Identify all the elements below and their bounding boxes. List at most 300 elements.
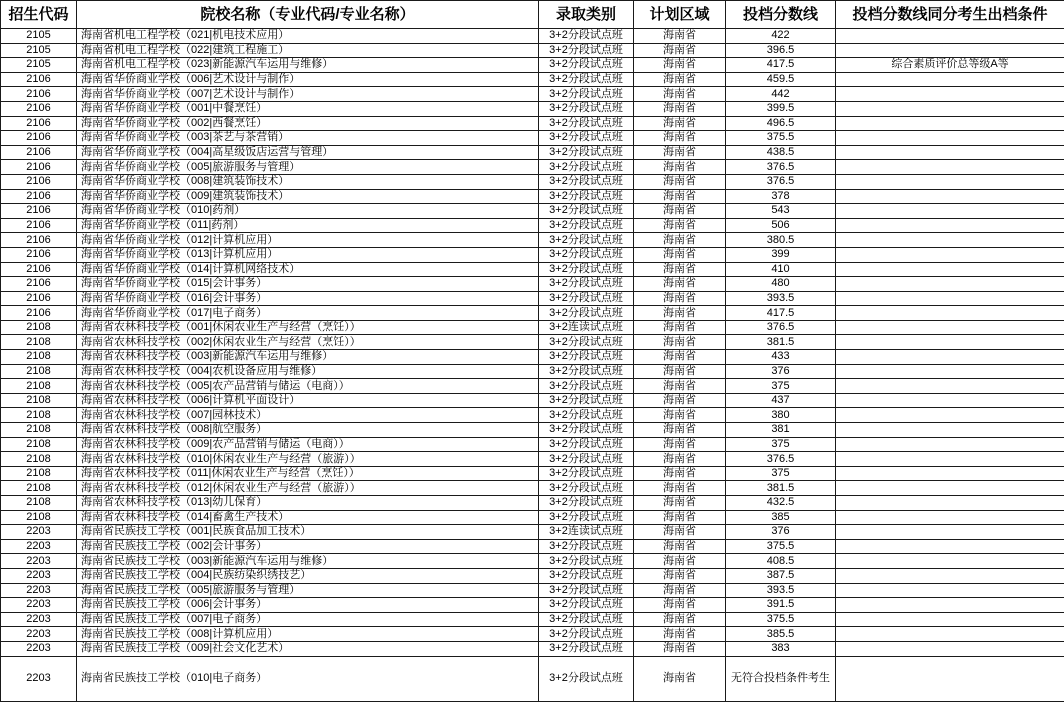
cell-score-line: 无符合投档条件考生 bbox=[726, 656, 836, 701]
cell-plan-region: 海南省 bbox=[634, 496, 726, 511]
table-row bbox=[1, 131, 1064, 146]
cell-admission-code: 2108 bbox=[1, 466, 77, 481]
cell-tie-break-condition bbox=[836, 87, 1064, 102]
cell-admission-type: 3+2分段试点班 bbox=[539, 29, 634, 44]
table-row bbox=[1, 598, 1064, 613]
cell-plan-region: 海南省 bbox=[634, 101, 726, 116]
cell-plan-region: 海南省 bbox=[634, 525, 726, 540]
cell-tie-break-condition bbox=[836, 218, 1064, 233]
cell-score-line: 396.5 bbox=[726, 43, 836, 58]
cell-admission-type: 3+2分段试点班 bbox=[539, 423, 634, 438]
header-score-line: 投档分数线 bbox=[726, 1, 836, 29]
cell-school-name: 海南省华侨商业学校（013|计算机应用） bbox=[77, 247, 539, 262]
cell-score-line: 381 bbox=[726, 423, 836, 438]
cell-admission-type: 3+2分段试点班 bbox=[539, 510, 634, 525]
table-row bbox=[1, 612, 1064, 627]
table-row bbox=[1, 29, 1064, 44]
cell-school-name: 海南省华侨商业学校（002|西餐烹饪） bbox=[77, 116, 539, 131]
table-row bbox=[1, 291, 1064, 306]
cell-admission-code: 2108 bbox=[1, 452, 77, 467]
cell-school-name: 海南省农林科技学校（006|计算机平面设计） bbox=[77, 393, 539, 408]
cell-admission-code: 2108 bbox=[1, 481, 77, 496]
table-row bbox=[1, 510, 1064, 525]
cell-admission-code: 2108 bbox=[1, 393, 77, 408]
cell-score-line: 393.5 bbox=[726, 583, 836, 598]
cell-tie-break-condition bbox=[836, 116, 1064, 131]
cell-school-name: 海南省农林科技学校（013|幼儿保育） bbox=[77, 496, 539, 511]
table-row bbox=[1, 583, 1064, 598]
cell-plan-region: 海南省 bbox=[634, 393, 726, 408]
cell-admission-code: 2203 bbox=[1, 627, 77, 642]
cell-tie-break-condition bbox=[836, 72, 1064, 87]
score-table-body bbox=[1, 29, 1064, 702]
cell-admission-type: 3+2分段试点班 bbox=[539, 277, 634, 292]
table-row bbox=[1, 437, 1064, 452]
cell-admission-code: 2106 bbox=[1, 218, 77, 233]
table-row bbox=[1, 262, 1064, 277]
cell-score-line: 376.5 bbox=[726, 174, 836, 189]
cell-score-line: 380.5 bbox=[726, 233, 836, 248]
cell-tie-break-condition bbox=[836, 379, 1064, 394]
header-row bbox=[1, 1, 1064, 29]
cell-school-name: 海南省农林科技学校（004|农机设备应用与维修） bbox=[77, 364, 539, 379]
cell-school-name: 海南省华侨商业学校（012|计算机应用） bbox=[77, 233, 539, 248]
table-row bbox=[1, 379, 1064, 394]
cell-admission-type: 3+2分段试点班 bbox=[539, 174, 634, 189]
table-row bbox=[1, 247, 1064, 262]
table-row bbox=[1, 525, 1064, 540]
cell-score-line: 375.5 bbox=[726, 131, 836, 146]
cell-tie-break-condition bbox=[836, 262, 1064, 277]
cell-plan-region: 海南省 bbox=[634, 87, 726, 102]
table-row bbox=[1, 364, 1064, 379]
cell-plan-region: 海南省 bbox=[634, 452, 726, 467]
cell-admission-type: 3+2分段试点班 bbox=[539, 598, 634, 613]
cell-school-name: 海南省民族技工学校（005|旅游服务与管理） bbox=[77, 583, 539, 598]
cell-tie-break-condition bbox=[836, 568, 1064, 583]
cell-school-name: 海南省农林科技学校（005|农产品营销与储运（电商）） bbox=[77, 379, 539, 394]
cell-plan-region: 海南省 bbox=[634, 58, 726, 73]
cell-tie-break-condition bbox=[836, 145, 1064, 160]
table-row bbox=[1, 87, 1064, 102]
cell-tie-break-condition bbox=[836, 320, 1064, 335]
cell-score-line: 496.5 bbox=[726, 116, 836, 131]
cell-admission-type: 3+2分段试点班 bbox=[539, 452, 634, 467]
cell-admission-code: 2106 bbox=[1, 233, 77, 248]
cell-plan-region: 海南省 bbox=[634, 29, 726, 44]
cell-admission-type: 3+2连读试点班 bbox=[539, 320, 634, 335]
cell-tie-break-condition bbox=[836, 641, 1064, 656]
cell-tie-break-condition bbox=[836, 539, 1064, 554]
cell-plan-region: 海南省 bbox=[634, 218, 726, 233]
cell-admission-type: 3+2分段试点班 bbox=[539, 481, 634, 496]
cell-tie-break-condition bbox=[836, 29, 1064, 44]
cell-score-line: 376.5 bbox=[726, 160, 836, 175]
cell-school-name: 海南省农林科技学校（007|园林技术） bbox=[77, 408, 539, 423]
table-row bbox=[1, 218, 1064, 233]
cell-school-name: 海南省民族技工学校（007|电子商务） bbox=[77, 612, 539, 627]
cell-tie-break-condition bbox=[836, 598, 1064, 613]
cell-admission-code: 2106 bbox=[1, 87, 77, 102]
cell-admission-code: 2106 bbox=[1, 189, 77, 204]
cell-score-line: 543 bbox=[726, 204, 836, 219]
cell-admission-code: 2108 bbox=[1, 364, 77, 379]
cell-admission-code: 2106 bbox=[1, 174, 77, 189]
cell-admission-code: 2106 bbox=[1, 291, 77, 306]
cell-tie-break-condition bbox=[836, 554, 1064, 569]
cell-tie-break-condition bbox=[836, 350, 1064, 365]
cell-admission-type: 3+2分段试点班 bbox=[539, 116, 634, 131]
table-row bbox=[1, 58, 1064, 73]
cell-tie-break-condition bbox=[836, 131, 1064, 146]
table-row bbox=[1, 174, 1064, 189]
cell-score-line: 375 bbox=[726, 437, 836, 452]
cell-tie-break-condition bbox=[836, 306, 1064, 321]
cell-admission-type: 3+2分段试点班 bbox=[539, 58, 634, 73]
cell-plan-region: 海南省 bbox=[634, 335, 726, 350]
cell-admission-code: 2108 bbox=[1, 423, 77, 438]
cell-school-name: 海南省华侨商业学校（009|建筑装饰技术） bbox=[77, 189, 539, 204]
cell-admission-type: 3+2分段试点班 bbox=[539, 408, 634, 423]
cell-admission-type: 3+2分段试点班 bbox=[539, 306, 634, 321]
score-table-header bbox=[1, 1, 1064, 29]
table-row bbox=[1, 233, 1064, 248]
table-row bbox=[1, 350, 1064, 365]
cell-school-name: 海南省机电工程学校（023|新能源汽车运用与维修） bbox=[77, 58, 539, 73]
cell-school-name: 海南省民族技工学校（006|会计事务） bbox=[77, 598, 539, 613]
cell-tie-break-condition bbox=[836, 174, 1064, 189]
cell-tie-break-condition: 综合素质评价总等级A等 bbox=[836, 58, 1064, 73]
cell-score-line: 375.5 bbox=[726, 539, 836, 554]
cell-admission-code: 2105 bbox=[1, 58, 77, 73]
cell-admission-code: 2108 bbox=[1, 379, 77, 394]
cell-admission-code: 2105 bbox=[1, 29, 77, 44]
cell-school-name: 海南省农林科技学校（008|航空服务） bbox=[77, 423, 539, 438]
cell-score-line: 408.5 bbox=[726, 554, 836, 569]
cell-admission-type: 3+2分段试点班 bbox=[539, 218, 634, 233]
header-plan-region: 计划区域 bbox=[634, 1, 726, 29]
cell-admission-type: 3+2分段试点班 bbox=[539, 131, 634, 146]
cell-tie-break-condition bbox=[836, 335, 1064, 350]
cell-admission-code: 2203 bbox=[1, 598, 77, 613]
cell-school-name: 海南省华侨商业学校（004|高星级饭店运营与管理） bbox=[77, 145, 539, 160]
cell-school-name: 海南省华侨商业学校（011|药剂） bbox=[77, 218, 539, 233]
table-row bbox=[1, 408, 1064, 423]
cell-admission-type: 3+2分段试点班 bbox=[539, 466, 634, 481]
cell-school-name: 海南省农林科技学校（010|休闲农业生产与经营（旅游）） bbox=[77, 452, 539, 467]
cell-score-line: 399.5 bbox=[726, 101, 836, 116]
cell-admission-code: 2203 bbox=[1, 568, 77, 583]
cell-tie-break-condition bbox=[836, 656, 1064, 701]
cell-admission-code: 2105 bbox=[1, 43, 77, 58]
cell-admission-type: 3+2分段试点班 bbox=[539, 554, 634, 569]
cell-admission-type: 3+2分段试点班 bbox=[539, 641, 634, 656]
cell-score-line: 480 bbox=[726, 277, 836, 292]
cell-tie-break-condition bbox=[836, 496, 1064, 511]
cell-school-name: 海南省机电工程学校（021|机电技术应用） bbox=[77, 29, 539, 44]
cell-score-line: 391.5 bbox=[726, 598, 836, 613]
header-admission-type: 录取类别 bbox=[539, 1, 634, 29]
cell-admission-type: 3+2分段试点班 bbox=[539, 204, 634, 219]
cell-admission-type: 3+2连读试点班 bbox=[539, 525, 634, 540]
cell-school-name: 海南省华侨商业学校（008|建筑装饰技术） bbox=[77, 174, 539, 189]
cell-tie-break-condition bbox=[836, 525, 1064, 540]
cell-plan-region: 海南省 bbox=[634, 510, 726, 525]
cell-plan-region: 海南省 bbox=[634, 174, 726, 189]
table-row bbox=[1, 554, 1064, 569]
cell-admission-code: 2108 bbox=[1, 510, 77, 525]
cell-score-line: 433 bbox=[726, 350, 836, 365]
cell-tie-break-condition bbox=[836, 233, 1064, 248]
cell-tie-break-condition bbox=[836, 204, 1064, 219]
cell-plan-region: 海南省 bbox=[634, 262, 726, 277]
cell-admission-code: 2106 bbox=[1, 277, 77, 292]
cell-admission-type: 3+2分段试点班 bbox=[539, 189, 634, 204]
cell-admission-type: 3+2分段试点班 bbox=[539, 233, 634, 248]
cell-admission-type: 3+2分段试点班 bbox=[539, 393, 634, 408]
cell-admission-type: 3+2分段试点班 bbox=[539, 72, 634, 87]
cell-tie-break-condition bbox=[836, 437, 1064, 452]
cell-school-name: 海南省华侨商业学校（015|会计事务） bbox=[77, 277, 539, 292]
cell-score-line: 432.5 bbox=[726, 496, 836, 511]
cell-admission-type: 3+2分段试点班 bbox=[539, 247, 634, 262]
cell-admission-code: 2106 bbox=[1, 131, 77, 146]
table-row bbox=[1, 189, 1064, 204]
cell-admission-code: 2108 bbox=[1, 496, 77, 511]
cell-admission-type: 3+2分段试点班 bbox=[539, 583, 634, 598]
table-row bbox=[1, 116, 1064, 131]
table-row bbox=[1, 627, 1064, 642]
cell-plan-region: 海南省 bbox=[634, 379, 726, 394]
cell-admission-type: 3+2分段试点班 bbox=[539, 262, 634, 277]
cell-tie-break-condition bbox=[836, 291, 1064, 306]
cell-admission-code: 2106 bbox=[1, 101, 77, 116]
cell-plan-region: 海南省 bbox=[634, 320, 726, 335]
cell-plan-region: 海南省 bbox=[634, 539, 726, 554]
cell-admission-type: 3+2分段试点班 bbox=[539, 612, 634, 627]
cell-admission-type: 3+2分段试点班 bbox=[539, 350, 634, 365]
cell-school-name: 海南省华侨商业学校（007|艺术设计与制作） bbox=[77, 87, 539, 102]
cell-score-line: 393.5 bbox=[726, 291, 836, 306]
cell-school-name: 海南省农林科技学校（002|休闲农业生产与经营（烹饪）） bbox=[77, 335, 539, 350]
cell-score-line: 378 bbox=[726, 189, 836, 204]
cell-admission-code: 2108 bbox=[1, 408, 77, 423]
cell-school-name: 海南省机电工程学校（022|建筑工程施工） bbox=[77, 43, 539, 58]
header-admission-code: 招生代码 bbox=[1, 1, 77, 29]
cell-admission-code: 2106 bbox=[1, 145, 77, 160]
cell-school-name: 海南省华侨商业学校（005|旅游服务与管理） bbox=[77, 160, 539, 175]
table-row bbox=[1, 393, 1064, 408]
table-row bbox=[1, 204, 1064, 219]
cell-plan-region: 海南省 bbox=[634, 612, 726, 627]
cell-plan-region: 海南省 bbox=[634, 656, 726, 701]
table-row bbox=[1, 656, 1064, 701]
cell-score-line: 410 bbox=[726, 262, 836, 277]
cell-plan-region: 海南省 bbox=[634, 204, 726, 219]
cell-school-name: 海南省华侨商业学校（001|中餐烹饪） bbox=[77, 101, 539, 116]
cell-admission-type: 3+2分段试点班 bbox=[539, 335, 634, 350]
cell-admission-code: 2203 bbox=[1, 641, 77, 656]
cell-plan-region: 海南省 bbox=[634, 598, 726, 613]
cell-plan-region: 海南省 bbox=[634, 408, 726, 423]
cell-tie-break-condition bbox=[836, 452, 1064, 467]
cell-plan-region: 海南省 bbox=[634, 627, 726, 642]
cell-score-line: 399 bbox=[726, 247, 836, 262]
cell-admission-code: 2106 bbox=[1, 116, 77, 131]
cell-school-name: 海南省华侨商业学校（003|茶艺与茶营销） bbox=[77, 131, 539, 146]
cell-admission-type: 3+2分段试点班 bbox=[539, 364, 634, 379]
cell-tie-break-condition bbox=[836, 364, 1064, 379]
cell-score-line: 422 bbox=[726, 29, 836, 44]
cell-score-line: 417.5 bbox=[726, 58, 836, 73]
cell-tie-break-condition bbox=[836, 612, 1064, 627]
cell-score-line: 380 bbox=[726, 408, 836, 423]
cell-plan-region: 海南省 bbox=[634, 131, 726, 146]
cell-admission-type: 3+2分段试点班 bbox=[539, 379, 634, 394]
cell-admission-type: 3+2分段试点班 bbox=[539, 568, 634, 583]
cell-tie-break-condition bbox=[836, 466, 1064, 481]
cell-school-name: 海南省农林科技学校（001|休闲农业生产与经营（烹饪）） bbox=[77, 320, 539, 335]
cell-plan-region: 海南省 bbox=[634, 189, 726, 204]
cell-score-line: 375.5 bbox=[726, 612, 836, 627]
cell-plan-region: 海南省 bbox=[634, 291, 726, 306]
cell-admission-code: 2106 bbox=[1, 72, 77, 87]
cell-admission-code: 2203 bbox=[1, 525, 77, 540]
cell-admission-code: 2106 bbox=[1, 306, 77, 321]
cell-tie-break-condition bbox=[836, 481, 1064, 496]
cell-admission-code: 2106 bbox=[1, 160, 77, 175]
cell-admission-type: 3+2分段试点班 bbox=[539, 656, 634, 701]
table-row bbox=[1, 277, 1064, 292]
cell-school-name: 海南省华侨商业学校（014|计算机网络技术） bbox=[77, 262, 539, 277]
cell-admission-code: 2106 bbox=[1, 262, 77, 277]
cell-admission-type: 3+2分段试点班 bbox=[539, 43, 634, 58]
cell-admission-type: 3+2分段试点班 bbox=[539, 87, 634, 102]
cell-admission-type: 3+2分段试点班 bbox=[539, 437, 634, 452]
cell-score-line: 385 bbox=[726, 510, 836, 525]
cell-school-name: 海南省农林科技学校（009|农产品营销与储运（电商）） bbox=[77, 437, 539, 452]
cell-plan-region: 海南省 bbox=[634, 145, 726, 160]
cell-admission-type: 3+2分段试点班 bbox=[539, 539, 634, 554]
table-row bbox=[1, 145, 1064, 160]
cell-score-line: 376.5 bbox=[726, 320, 836, 335]
cell-school-name: 海南省农林科技学校（011|休闲农业生产与经营（烹饪）） bbox=[77, 466, 539, 481]
cell-plan-region: 海南省 bbox=[634, 423, 726, 438]
cell-plan-region: 海南省 bbox=[634, 247, 726, 262]
cell-plan-region: 海南省 bbox=[634, 437, 726, 452]
cell-score-line: 383 bbox=[726, 641, 836, 656]
cell-plan-region: 海南省 bbox=[634, 116, 726, 131]
cell-tie-break-condition bbox=[836, 393, 1064, 408]
cell-plan-region: 海南省 bbox=[634, 583, 726, 598]
cell-score-line: 375 bbox=[726, 379, 836, 394]
cell-school-name: 海南省华侨商业学校（016|会计事务） bbox=[77, 291, 539, 306]
table-row bbox=[1, 306, 1064, 321]
header-school-name: 院校名称（专业代码/专业名称） bbox=[77, 1, 539, 29]
cell-plan-region: 海南省 bbox=[634, 160, 726, 175]
cell-score-line: 376.5 bbox=[726, 452, 836, 467]
cell-tie-break-condition bbox=[836, 160, 1064, 175]
cell-score-line: 385.5 bbox=[726, 627, 836, 642]
cell-score-line: 438.5 bbox=[726, 145, 836, 160]
cell-plan-region: 海南省 bbox=[634, 364, 726, 379]
cell-school-name: 海南省民族技工学校（001|民族食品加工技术） bbox=[77, 525, 539, 540]
cell-tie-break-condition bbox=[836, 510, 1064, 525]
cell-admission-type: 3+2分段试点班 bbox=[539, 101, 634, 116]
cell-tie-break-condition bbox=[836, 101, 1064, 116]
cell-school-name: 海南省华侨商业学校（006|艺术设计与制作） bbox=[77, 72, 539, 87]
header-tie-break-condition: 投档分数线同分考生出档条件 bbox=[836, 1, 1064, 29]
cell-score-line: 506 bbox=[726, 218, 836, 233]
cell-score-line: 387.5 bbox=[726, 568, 836, 583]
table-row bbox=[1, 466, 1064, 481]
cell-score-line: 376 bbox=[726, 525, 836, 540]
cell-admission-code: 2108 bbox=[1, 335, 77, 350]
cell-school-name: 海南省民族技工学校（009|社会文化艺术） bbox=[77, 641, 539, 656]
cell-plan-region: 海南省 bbox=[634, 481, 726, 496]
cell-admission-code: 2106 bbox=[1, 204, 77, 219]
cell-plan-region: 海南省 bbox=[634, 554, 726, 569]
cell-admission-code: 2108 bbox=[1, 437, 77, 452]
cell-admission-code: 2106 bbox=[1, 247, 77, 262]
cell-score-line: 375 bbox=[726, 466, 836, 481]
cell-admission-code: 2203 bbox=[1, 539, 77, 554]
cell-school-name: 海南省农林科技学校（012|休闲农业生产与经营（旅游）） bbox=[77, 481, 539, 496]
cell-admission-code: 2203 bbox=[1, 656, 77, 701]
table-row bbox=[1, 335, 1064, 350]
cell-plan-region: 海南省 bbox=[634, 641, 726, 656]
cell-school-name: 海南省民族技工学校（010|电子商务） bbox=[77, 656, 539, 701]
cell-school-name: 海南省农林科技学校（014|畜禽生产技术） bbox=[77, 510, 539, 525]
cell-admission-code: 2108 bbox=[1, 350, 77, 365]
cell-score-line: 417.5 bbox=[726, 306, 836, 321]
table-row bbox=[1, 72, 1064, 87]
cell-tie-break-condition bbox=[836, 408, 1064, 423]
cell-score-line: 437 bbox=[726, 393, 836, 408]
cell-admission-type: 3+2分段试点班 bbox=[539, 145, 634, 160]
table-row bbox=[1, 568, 1064, 583]
cell-school-name: 海南省民族技工学校（002|会计事务） bbox=[77, 539, 539, 554]
cell-tie-break-condition bbox=[836, 583, 1064, 598]
table-row bbox=[1, 101, 1064, 116]
table-row bbox=[1, 452, 1064, 467]
cell-school-name: 海南省华侨商业学校（017|电子商务） bbox=[77, 306, 539, 321]
cell-admission-code: 2203 bbox=[1, 554, 77, 569]
cell-score-line: 442 bbox=[726, 87, 836, 102]
cell-tie-break-condition bbox=[836, 627, 1064, 642]
cell-admission-code: 2203 bbox=[1, 583, 77, 598]
cell-admission-type: 3+2分段试点班 bbox=[539, 291, 634, 306]
cell-admission-type: 3+2分段试点班 bbox=[539, 160, 634, 175]
cell-plan-region: 海南省 bbox=[634, 277, 726, 292]
cell-score-line: 381.5 bbox=[726, 481, 836, 496]
table-row bbox=[1, 641, 1064, 656]
table-row bbox=[1, 160, 1064, 175]
table-row bbox=[1, 423, 1064, 438]
cell-school-name: 海南省民族技工学校（004|民族纺染织绣技艺） bbox=[77, 568, 539, 583]
cell-score-line: 459.5 bbox=[726, 72, 836, 87]
cell-admission-code: 2203 bbox=[1, 612, 77, 627]
cell-plan-region: 海南省 bbox=[634, 72, 726, 87]
cell-school-name: 海南省民族技工学校（003|新能源汽车运用与维修） bbox=[77, 554, 539, 569]
cell-score-line: 381.5 bbox=[726, 335, 836, 350]
cell-plan-region: 海南省 bbox=[634, 233, 726, 248]
cell-tie-break-condition bbox=[836, 247, 1064, 262]
cell-school-name: 海南省民族技工学校（008|计算机应用） bbox=[77, 627, 539, 642]
cell-admission-type: 3+2分段试点班 bbox=[539, 496, 634, 511]
table-row bbox=[1, 539, 1064, 554]
cell-tie-break-condition bbox=[836, 189, 1064, 204]
